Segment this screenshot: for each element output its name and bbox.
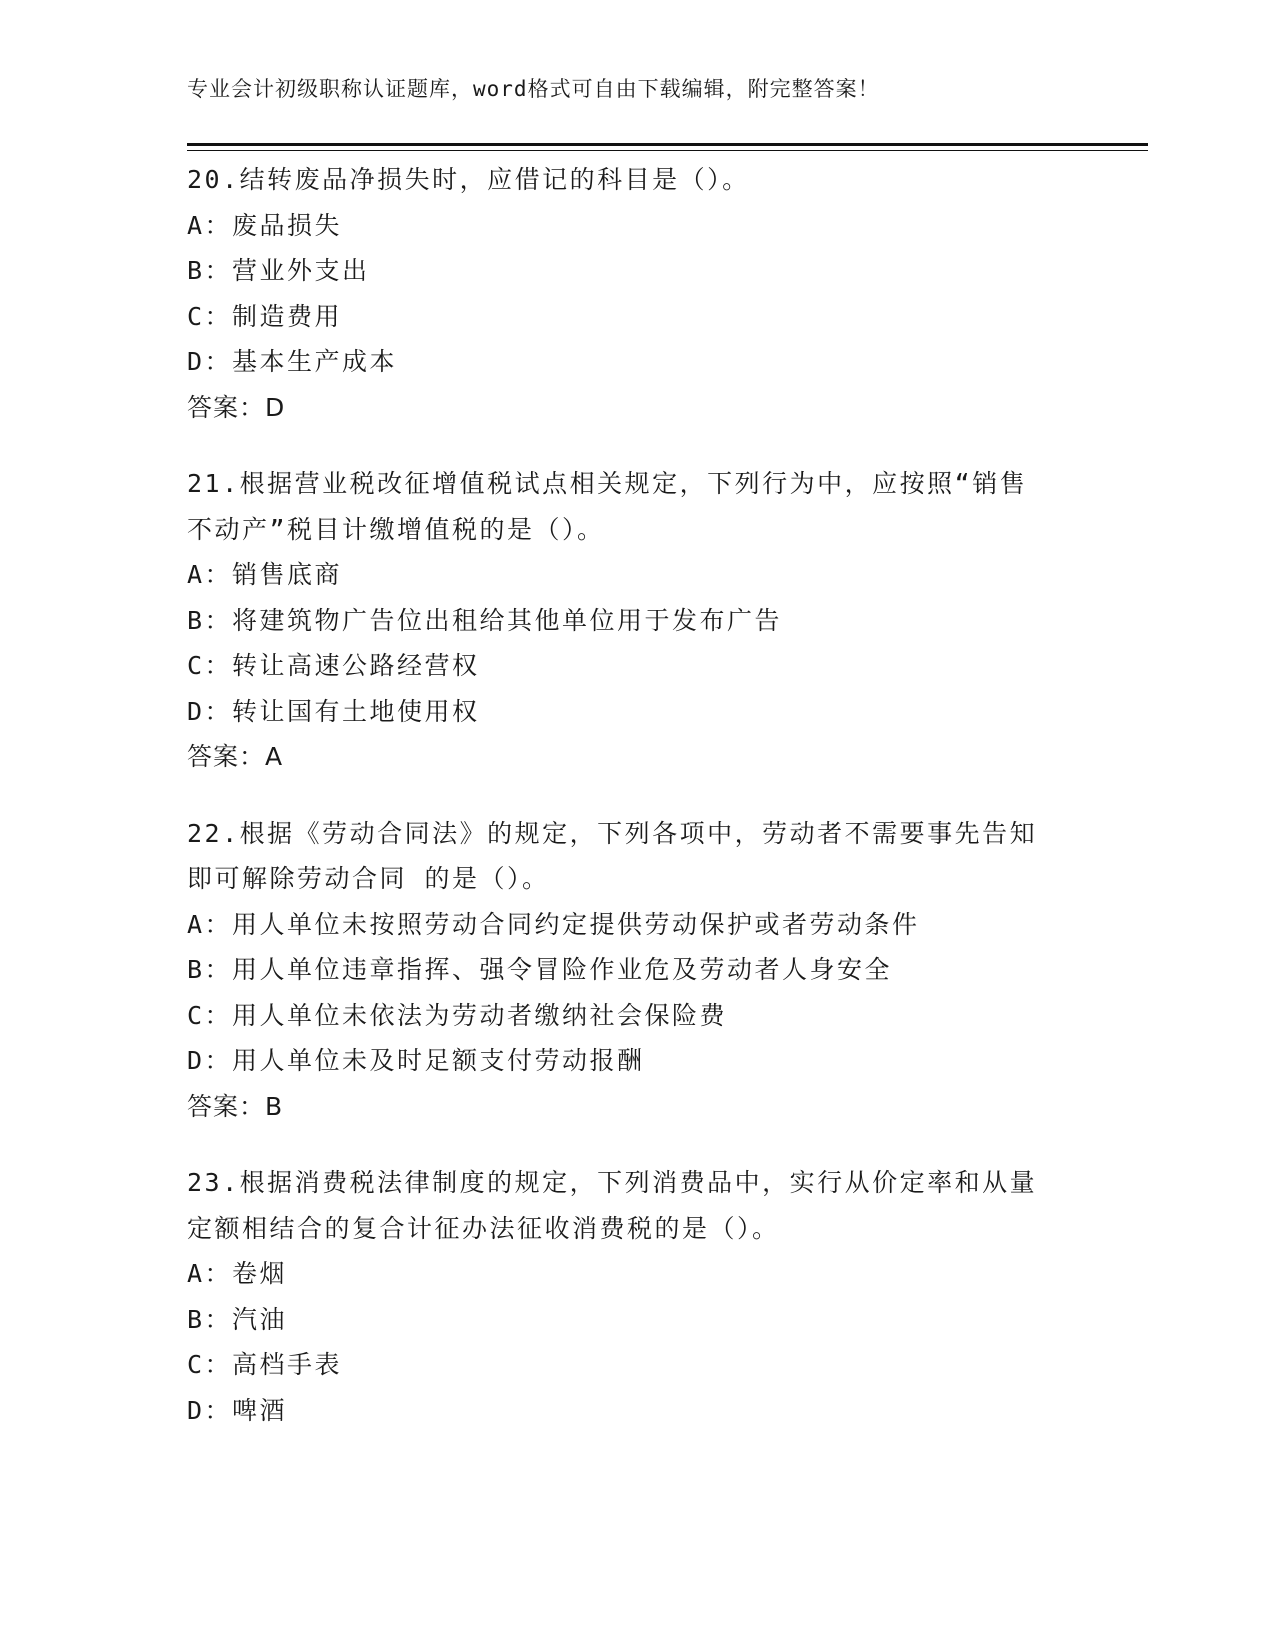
option-a: A：废品损失 [187,210,343,240]
option-b: B：汽油 [187,1304,288,1334]
answer: 答案：A [187,742,284,771]
answer: 答案：D [187,392,286,422]
question-20 [187,157,1087,430]
header-rule-thin [187,150,1148,151]
question-23 [187,1160,1087,1433]
option-b: B：将建筑物广告位出租给其他单位用于发布广告 [187,605,783,635]
answer: 答案：B [187,1091,284,1121]
option-d: D：基本生产成本 [187,347,398,376]
option-c: C：转让高速公路经营权 [187,651,480,680]
question-22 [187,811,1087,1130]
option-d: D：转让国有土地使用权 [187,696,480,726]
option-c: C：高档手表 [187,1350,343,1379]
option-d: D：啤酒 [187,1395,288,1425]
option-b: B：营业外支出 [187,256,370,285]
option-a: A：用人单位未按照劳动合同约定提供劳动保护或者劳动条件 [187,909,920,939]
option-c: C：用人单位未依法为劳动者缴纳社会保险费 [187,1000,728,1030]
option-a: A：销售底商 [187,560,343,589]
option-d: D：用人单位未及时足额支付劳动报酬 [187,1046,645,1075]
option-a: A：卷烟 [187,1259,288,1288]
question-stem: 22.根据《劳动合同法》的规定，下列各项中，劳动者不需要事先告知 [187,818,1038,848]
question-stem: 21.根据营业税改征增值税试点相关规定，下列行为中，应按照“销售 [187,469,1028,498]
page-header: 专业会计初级职称认证题库，word格式可自由下载编辑，附完整答案！ [187,77,880,101]
header-rule-thick [187,143,1148,146]
option-c: C：制造费用 [187,301,343,331]
question-list [187,157,1087,1464]
question-stem: 23.根据消费税法律制度的规定，下列消费品中，实行从价定率和从量 [187,1168,1038,1197]
question-stem: 20.结转废品净损失时，应借记的科目是（）。 [187,165,750,194]
question-stem-continued: 定额相结合的复合计征办法征收消费税的是（）。 [187,1213,780,1243]
option-b: B：用人单位违章指挥、强令冒险作业危及劳动者人身安全 [187,955,893,984]
question-stem-continued: 即可解除劳动合同 的是（）。 [187,864,550,893]
question-stem-continued: 不动产”税目计缴增值税的是（）。 [187,514,605,544]
question-21 [187,461,1087,780]
